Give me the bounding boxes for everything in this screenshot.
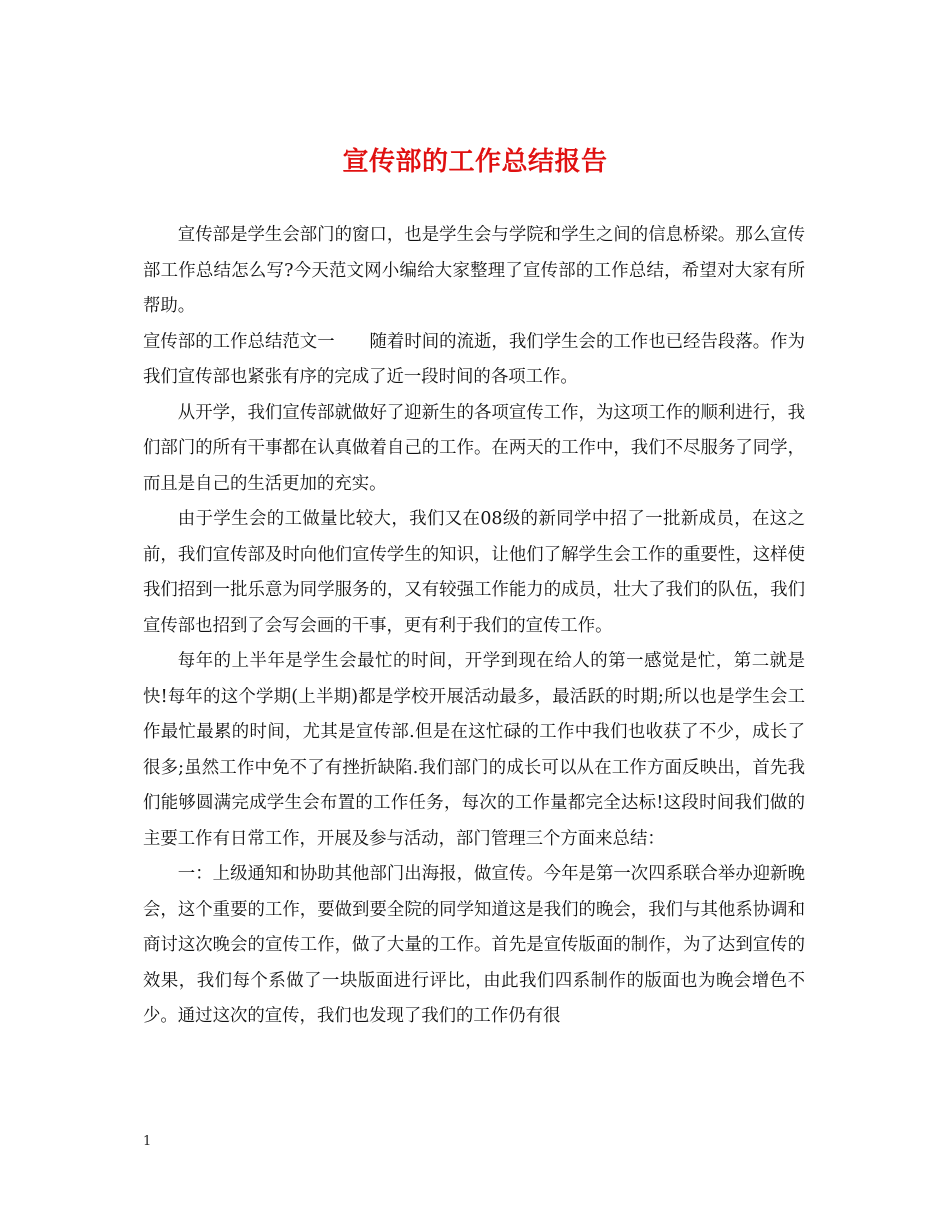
- paragraph-section-one: 一：上级通知和协助其他部门出海报，做宣传。今年是第一次四系联合举办迎新晚会，这个重要的工作，要做到要全院的同学知道这是我们的晚会，我们与其他系协调和商讨这次晚会的宣传工作，做了大量的工作。首先是宣传版面的制作，为了达到宣传的效果，我们每个系做了一块版面进行评比，由此我们四系制作的版面也为晚会增色不少。通过这次的宣传，我们也发现了我们的工作仍有很: [143, 864, 805, 1026]
- document-body: [143, 218, 805, 1035]
- paragraph-start-of-term: 从开学，我们宣传部就做好了迎新生的各项宣传工作，为这项工作的顺利进行，我们部门的所有干事都在认真做着自己的工作。在两天的工作中，我们不尽服务了同学，而且是自己的生活更加的充实。: [143, 402, 805, 494]
- page-number: 1: [143, 1134, 152, 1149]
- paragraph-intro: 宣传部是学生会部门的窗口，也是学生会与学院和学生之间的信息桥梁。那么宣传部工作总结怎么写?今天范文网小编给大家整理了宣传部的工作总结，希望对大家有所帮助。: [143, 225, 805, 316]
- document-title: 宣传部的工作总结报告: [342, 147, 608, 177]
- paragraph-busy-term: 每年的上半年是学生会最忙的时间，开学到现在给人的第一感觉是忙，第二就是快!每年的这个学期(上半期)都是学校开展活动最多，最活跃的时期;所以也是学生会工作最忙最累的时间，尤其是宣传部.但是在这忙碌的工作中我们也收获了不少，成长了很多;虽然工作中免不了有挫折缺陷.我们部门的成长可以从在工作方面反映出，首先我们能够圆满完成学生会布置的工作任务，每次的工作量都完全达标!这段时间我们做的主要工作有日常工作，开展及参与活动，部门管理三个方面来总结：: [143, 651, 805, 849]
- paragraph-sample-heading: 宣传部的工作总结范文一 随着时间的流逝，我们学生会的工作也已经告段落。作为我们宣传部也紧张有序的完成了近一段时间的各项工作。: [143, 331, 805, 387]
- paragraph-new-members: 由于学生会的工做量比较大，我们又在08级的新同学中招了一批新成员，在这之前，我们宣传部及时向他们宣传学生的知识，让他们了解学生会工作的重要性，这样使我们招到一批乐意为同学服务的，又有较强工作能力的成员，壮大了我们的队伍，我们宣传部也招到了会写会画的干事，更有利于我们的宣传工作。: [143, 509, 805, 636]
